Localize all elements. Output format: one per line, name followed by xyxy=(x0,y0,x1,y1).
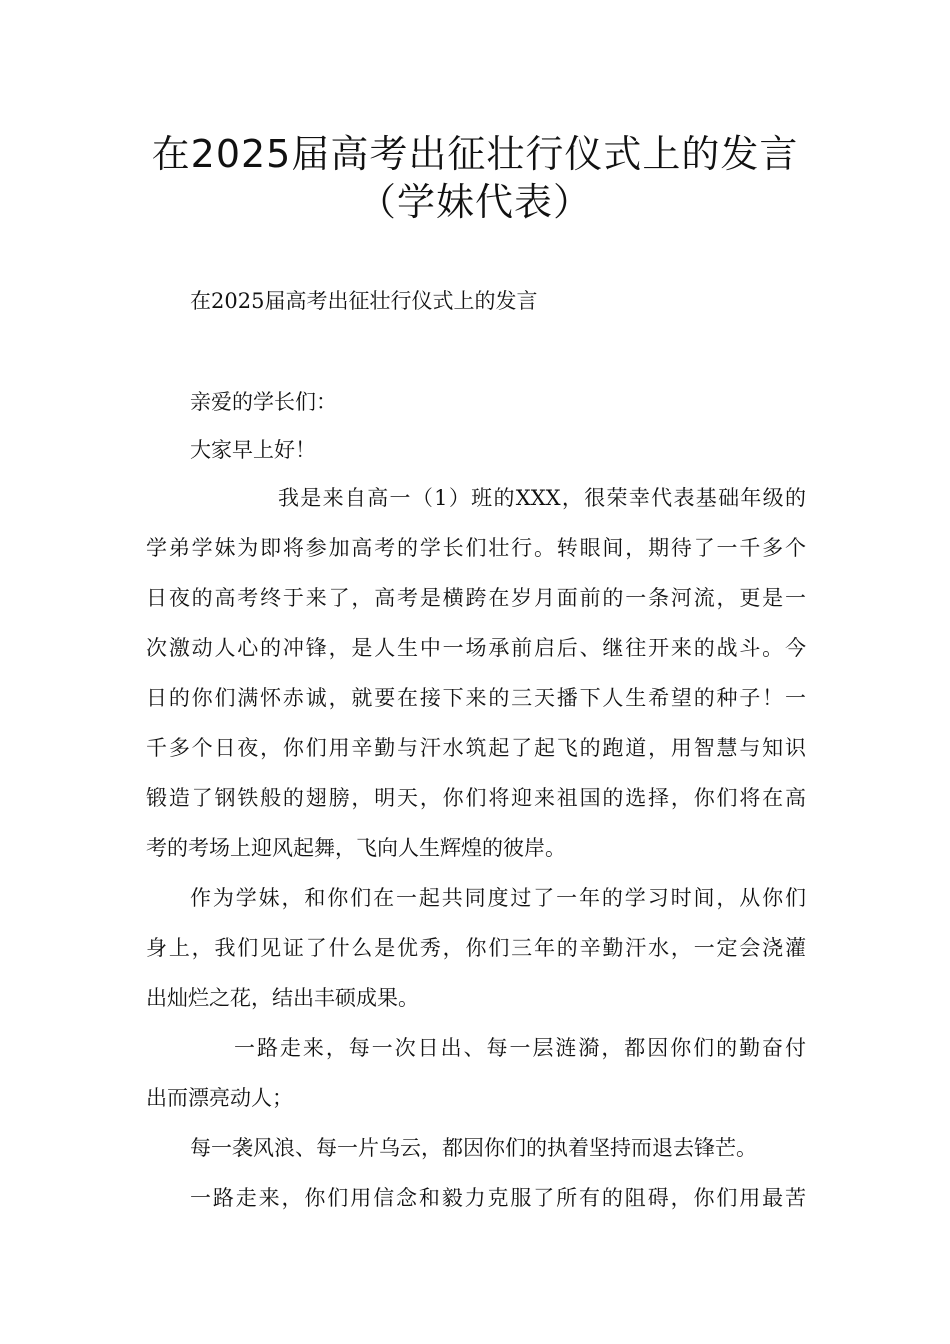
paragraph1-line: 千多个日夜，你们用辛勤与汗水筑起了起飞的跑道，用智慧与知识 xyxy=(146,736,806,760)
paragraph1-line: 日的你们满怀赤诚，就要在接下来的三天播下人生希望的种子！一 xyxy=(146,686,806,710)
salutation: 亲爱的学长们： xyxy=(190,390,337,414)
paragraph3-line: 出而漂亮动人； xyxy=(146,1086,293,1110)
paragraph2-line: 身上，我们见证了什么是优秀，你们三年的辛勤汗水，一定会浇灌 xyxy=(146,936,806,960)
paragraph4-line: 每一袭风浪、每一片乌云，都因你们的执着坚持而退去锋芒。 xyxy=(190,1136,757,1160)
document-title-line1: 在2025届高考出征壮行仪式上的发言 xyxy=(151,132,799,176)
paragraph1-line: 日夜的高考终于来了，高考是横跨在岁月面前的一条河流，更是一 xyxy=(146,586,806,610)
paragraph1-line: 锻造了钢铁般的翅膀，明天，你们将迎来祖国的选择，你们将在高 xyxy=(146,786,806,810)
paragraph2-line: 作为学妹，和你们在一起共同度过了一年的学习时间，从你们 xyxy=(190,886,806,910)
paragraph5-line: 一路走来，你们用信念和毅力克服了所有的阻碍，你们用最苦 xyxy=(190,1186,806,1210)
greeting: 大家早上好！ xyxy=(190,438,316,462)
paragraph1-line: 我是来自高一（1）班的XXX，很荣幸代表基础年级的 xyxy=(278,486,806,510)
paragraph3-line: 一路走来，每一次日出、每一层涟漪，都因你们的勤奋付 xyxy=(234,1036,806,1060)
document-title-line2: （学妹代表） xyxy=(357,180,592,224)
paragraph1-line: 次激动人心的冲锋，是人生中一场承前启后、继往开来的战斗。今 xyxy=(146,636,806,660)
document-subtitle: 在2025届高考出征壮行仪式上的发言 xyxy=(190,289,538,313)
paragraph1-line: 考的考场上迎风起舞，飞向人生辉煌的彼岸。 xyxy=(146,836,566,860)
paragraph1-line: 学弟学妹为即将参加高考的学长们壮行。转眼间，期待了一千多个 xyxy=(146,536,806,560)
paragraph2-line: 出灿烂之花，结出丰硕成果。 xyxy=(146,986,419,1010)
